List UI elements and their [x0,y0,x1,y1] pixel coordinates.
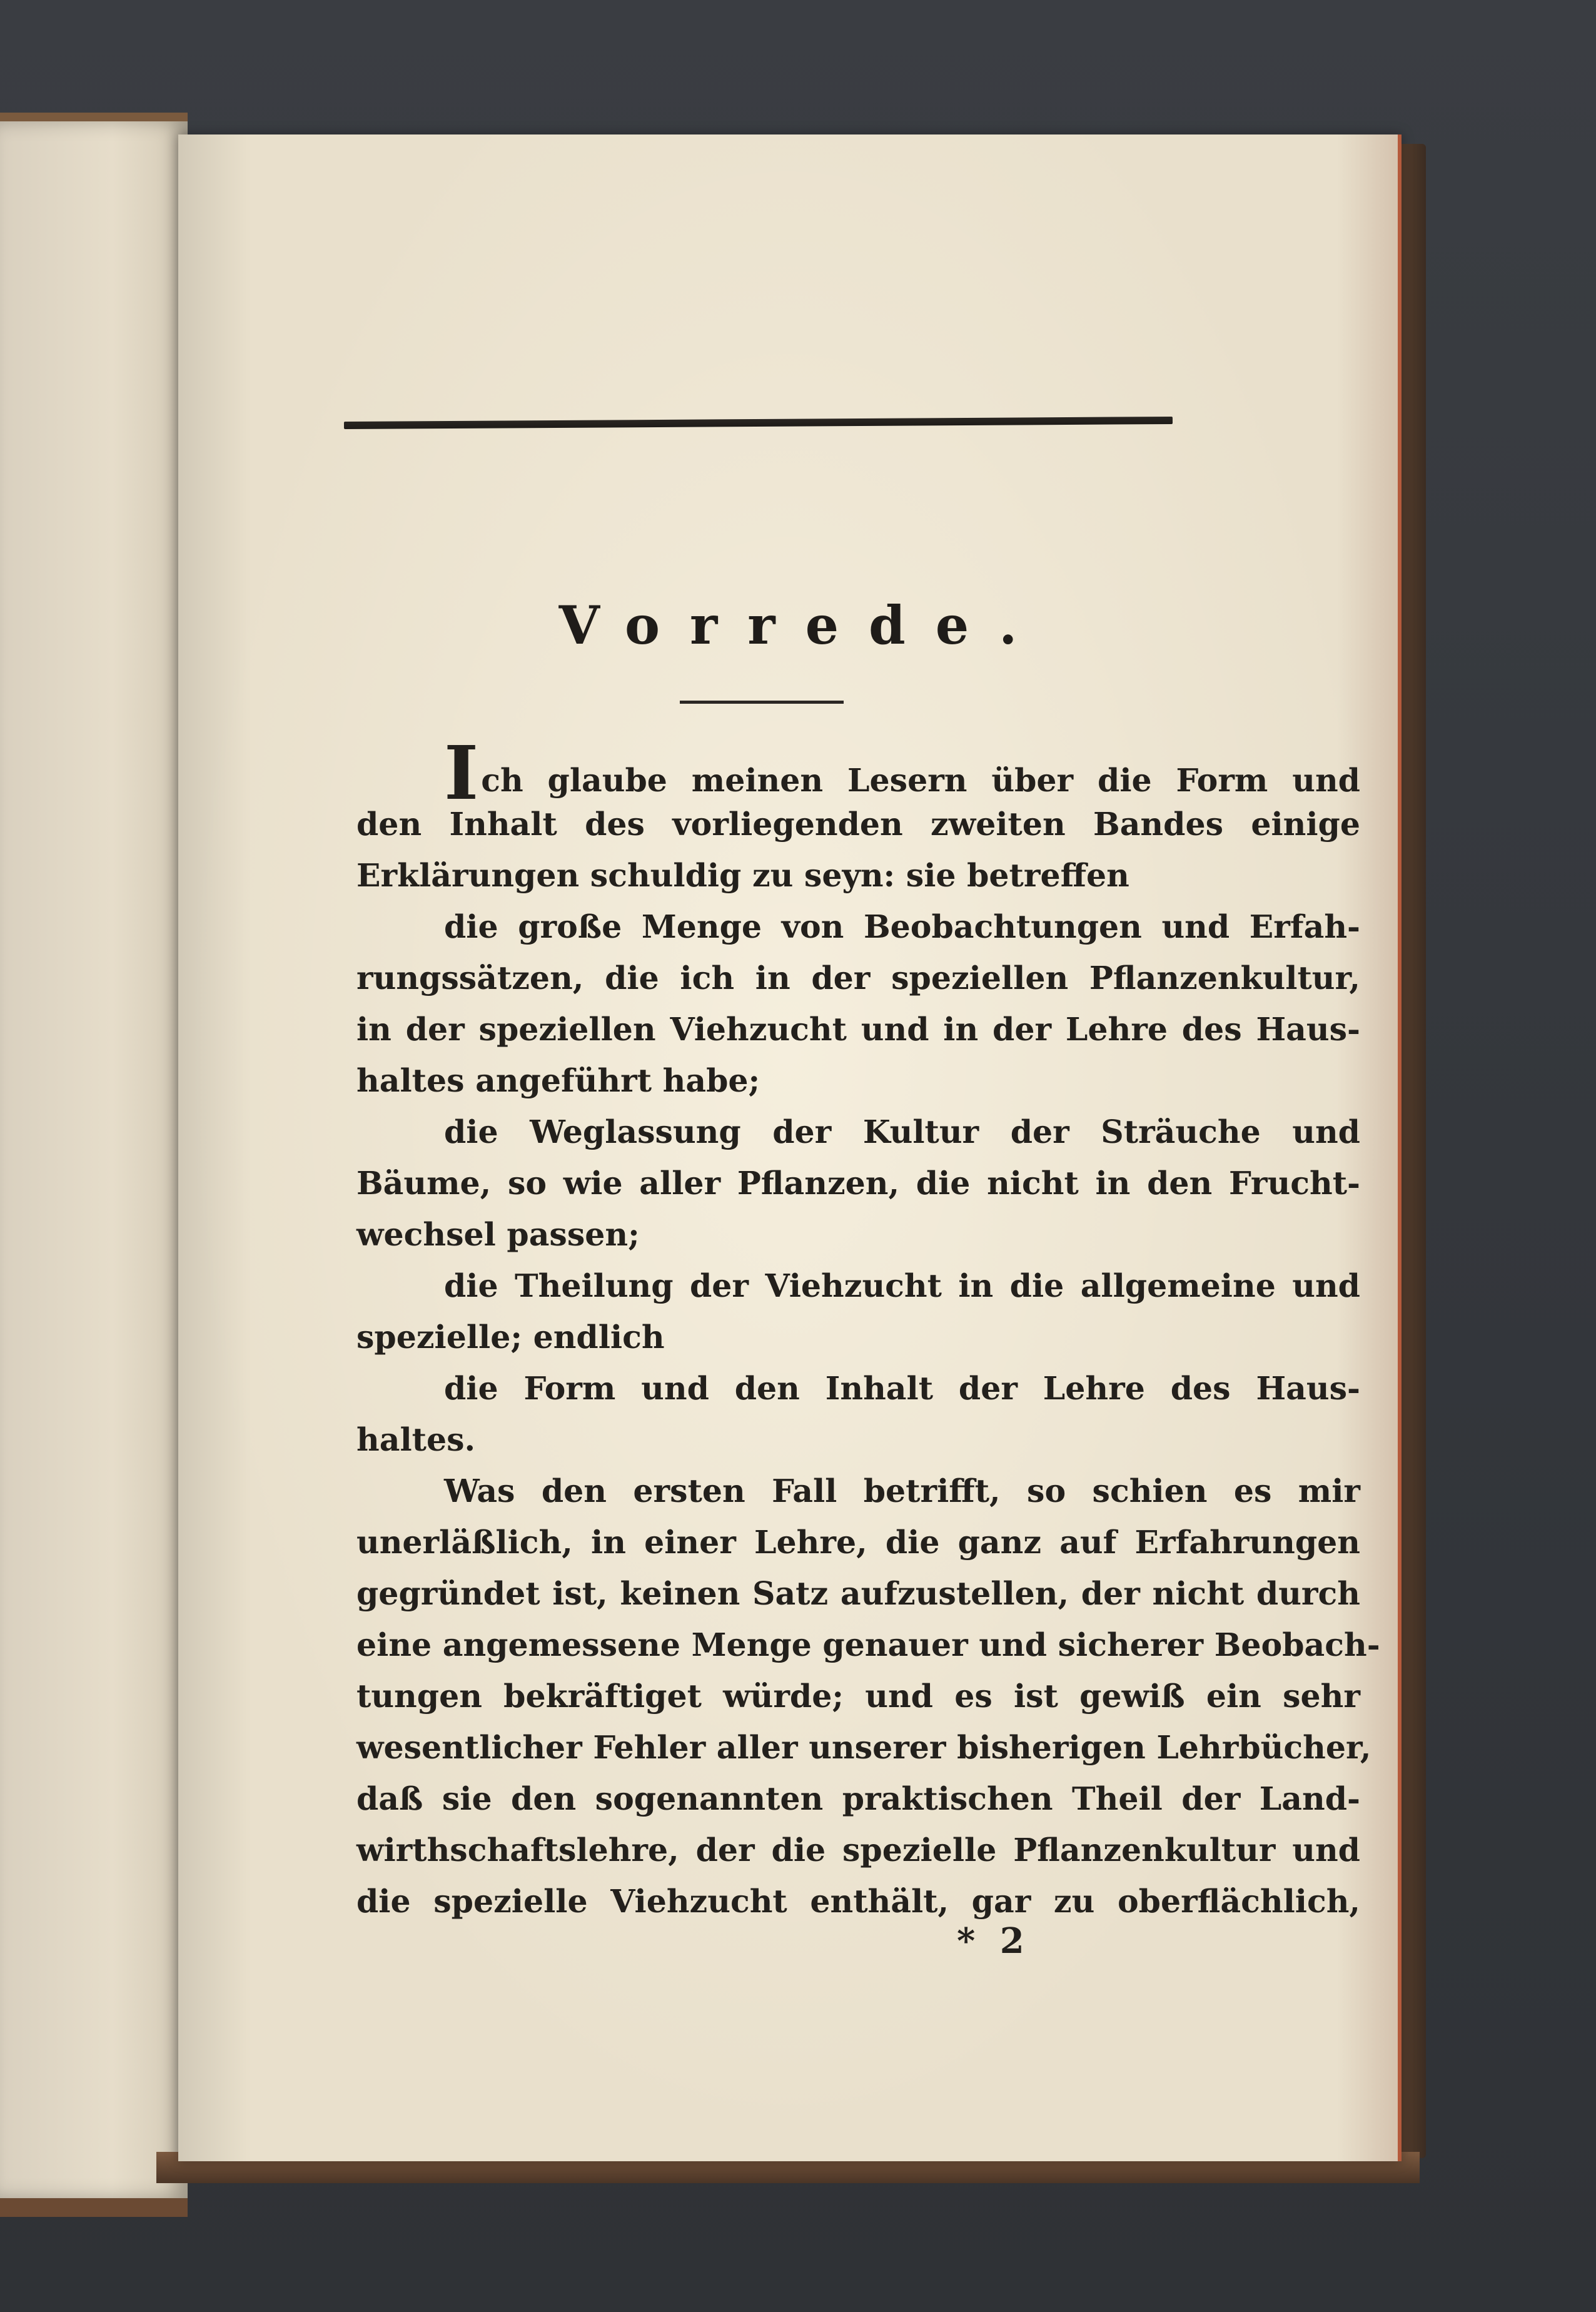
list-item-line: in der speziellen Viehzucht und in der Lehre des Haus- [356,1011,1360,1048]
list-item-line: die Form und den Inhalt der Lehre des Haus- [444,1370,1360,1407]
text-line: eine angemessene Menge genauer und sicherer Beobach- [356,1626,1380,1663]
drop-cap: I [444,729,479,816]
list-item-line: wechsel passen; [356,1216,640,1253]
text-line: wesentlicher Fehler aller unserer bisherigen Lehrbücher, [356,1729,1371,1766]
signature-mark: * 2 [957,1920,1031,1962]
list-item-line: Bäume, so wie aller Pflanzen, die nicht in den Frucht- [356,1165,1360,1202]
left-page-edge [0,113,188,2217]
list-item-line: die Theilung der Viehzucht in die allgemeine und [444,1267,1360,1304]
top-rule [344,417,1173,429]
text-line: unerläßlich, in einer Lehre, die ganz auf Erfahrungen [356,1524,1360,1561]
list-item-line: die große Menge von Beobachtungen und Erfah- [444,908,1360,945]
text-line: Erklärungen schuldig zu seyn: sie betreffen [356,857,1129,894]
list-item-line: die Weglassung der Kultur der Sträuche und [444,1113,1360,1150]
text-line: daß sie den sogenannten praktischen Theil der Land- [356,1780,1360,1817]
text-line: tungen bekräftiget würde; und es ist gewiß ein sehr [356,1678,1360,1715]
text-line: den Inhalt des vorliegenden zweiten Bandes einige [356,806,1360,843]
list-item-line: spezielle; endlich [356,1319,665,1356]
text-line: Ich glaube meinen Lesern über die Form und [444,729,1360,816]
page-title: Vorrede. [558,594,1048,656]
heading-rule [680,701,844,704]
text-line: Was den ersten Fall betrifft, so schien es mir [444,1473,1360,1509]
list-item-line: haltes. [356,1421,476,1458]
text-line: wirthschaftslehre, der die spezielle Pflanzenkultur und [356,1832,1360,1868]
text-line: die spezielle Viehzucht enthält, gar zu oberflächlich, [356,1883,1360,1920]
list-item-line: rungssätzen, die ich in der speziellen Pflanzenkultur, [356,960,1360,996]
text-line: gegründet ist, keinen Satz aufzustellen, der nicht durch [356,1575,1360,1612]
list-item-line: haltes angeführt habe; [356,1062,760,1099]
body-text [356,729,1380,1927]
book-page [178,134,1402,2161]
